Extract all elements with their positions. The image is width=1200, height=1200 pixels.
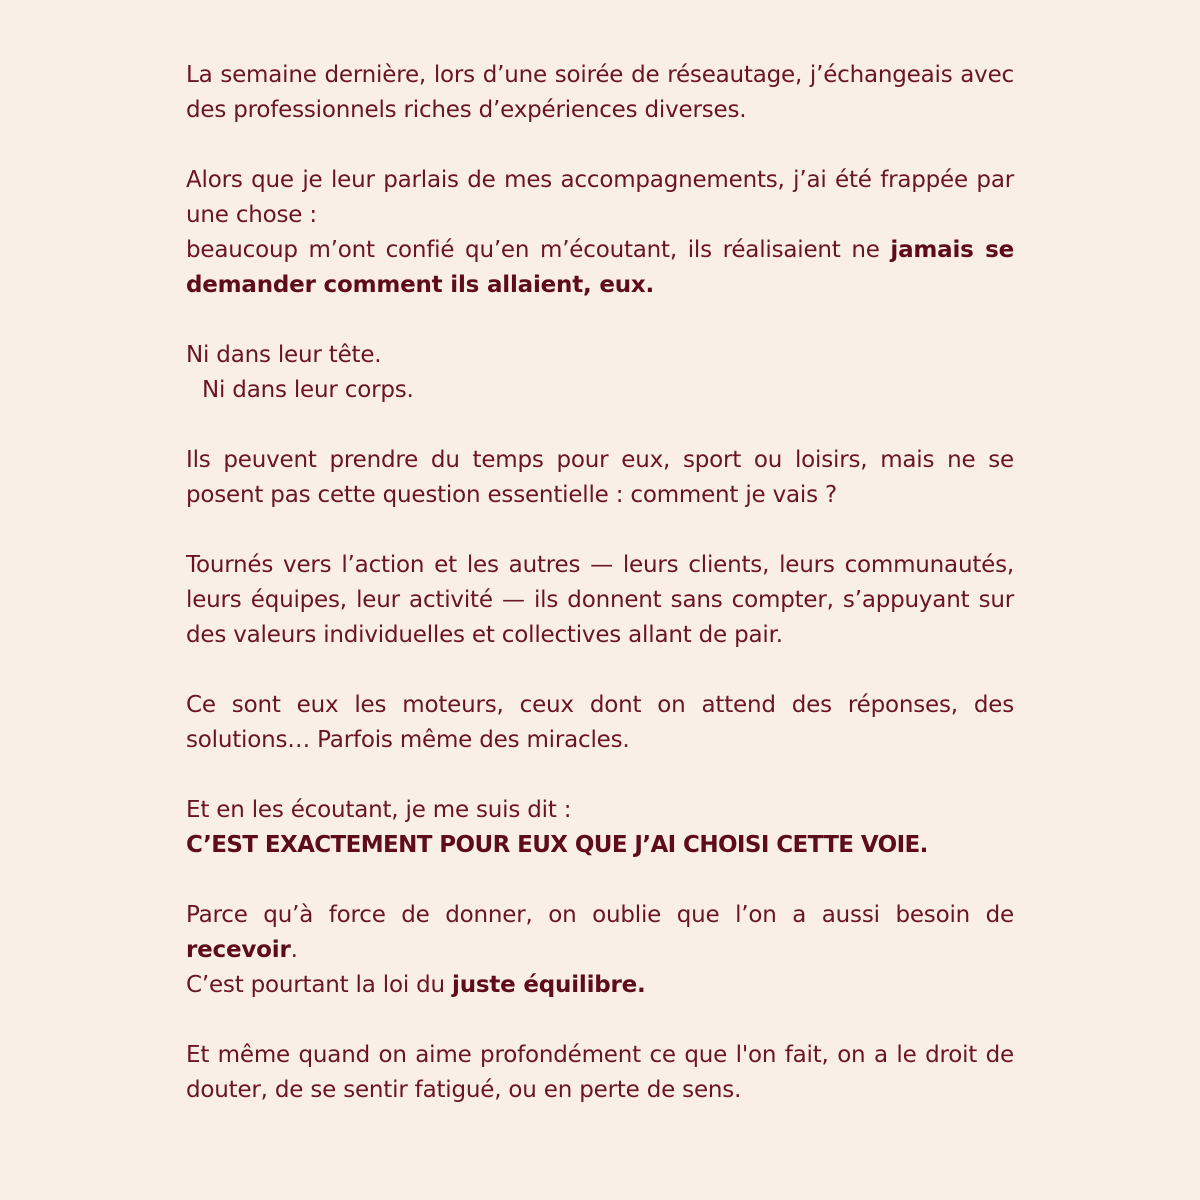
line-balance bbox=[186, 968, 1014, 1003]
line-body: Ni dans leur corps. bbox=[202, 377, 414, 403]
line-give-start: Parce qu’à force de donner, on oublie que l’on a aussi besoin de bbox=[186, 902, 1014, 928]
paragraph-right-to-doubt: Et même quand on aime profondément ce que l'on fait, on a le droit de douter, de se sentir fatigué, ou en perte de sens. bbox=[186, 1042, 1014, 1103]
highlight-receive: recevoir bbox=[186, 937, 291, 963]
paragraph-turned-to-action: Tournés vers l’action et les autres — leurs clients, leurs communautés, leurs équipes, leur activité — ils donnent sans compter, s’appuyant sur des valeurs individuelles et collectives allant de pair. bbox=[186, 552, 1014, 648]
highlight-chose-path: C’EST EXACTEMENT POUR EUX QUE J’AI CHOISI CETTE VOIE. bbox=[186, 832, 928, 858]
line-balance-start: C’est pourtant la loi du bbox=[186, 972, 453, 998]
highlight-balance: juste équilibre. bbox=[452, 972, 646, 998]
paragraph-chose-this-path bbox=[186, 793, 1014, 863]
paragraph-engines: Ce sont eux les moteurs, ceux dont on attend des réponses, des solutions… Parfois même des miracles. bbox=[186, 692, 1014, 753]
paragraph-receive bbox=[186, 898, 1014, 1003]
paragraph-accompaniment bbox=[186, 163, 1014, 303]
line-give-end: . bbox=[290, 937, 298, 963]
paragraph-time-for-themselves: Ils peuvent prendre du temps pour eux, sport ou loisirs, mais ne se posent pas cette question essentielle : comment je vais ? bbox=[186, 447, 1014, 508]
paragraph-accompaniment-line2: beaucoup m’ont confié qu’en m’écoutant, ils réalisaient ne bbox=[186, 237, 891, 263]
paragraph-head-body bbox=[186, 338, 1014, 408]
highlight-never-ask: jamais se demander comment ils allaient, eux. bbox=[186, 237, 1014, 298]
line-head: Ni dans leur tête. bbox=[186, 342, 382, 368]
line-listening: Et en les écoutant, je me suis dit : bbox=[186, 797, 572, 823]
paragraph-accompaniment-line1: Alors que je leur parlais de mes accompagnements, j’ai été frappée par une chose : bbox=[186, 167, 1014, 228]
document-body bbox=[186, 58, 1014, 1108]
paragraph-networking-evening: La semaine dernière, lors d’une soirée de réseautage, j’échangeais avec des professionnels riches d’expériences diverses. bbox=[186, 62, 1014, 123]
